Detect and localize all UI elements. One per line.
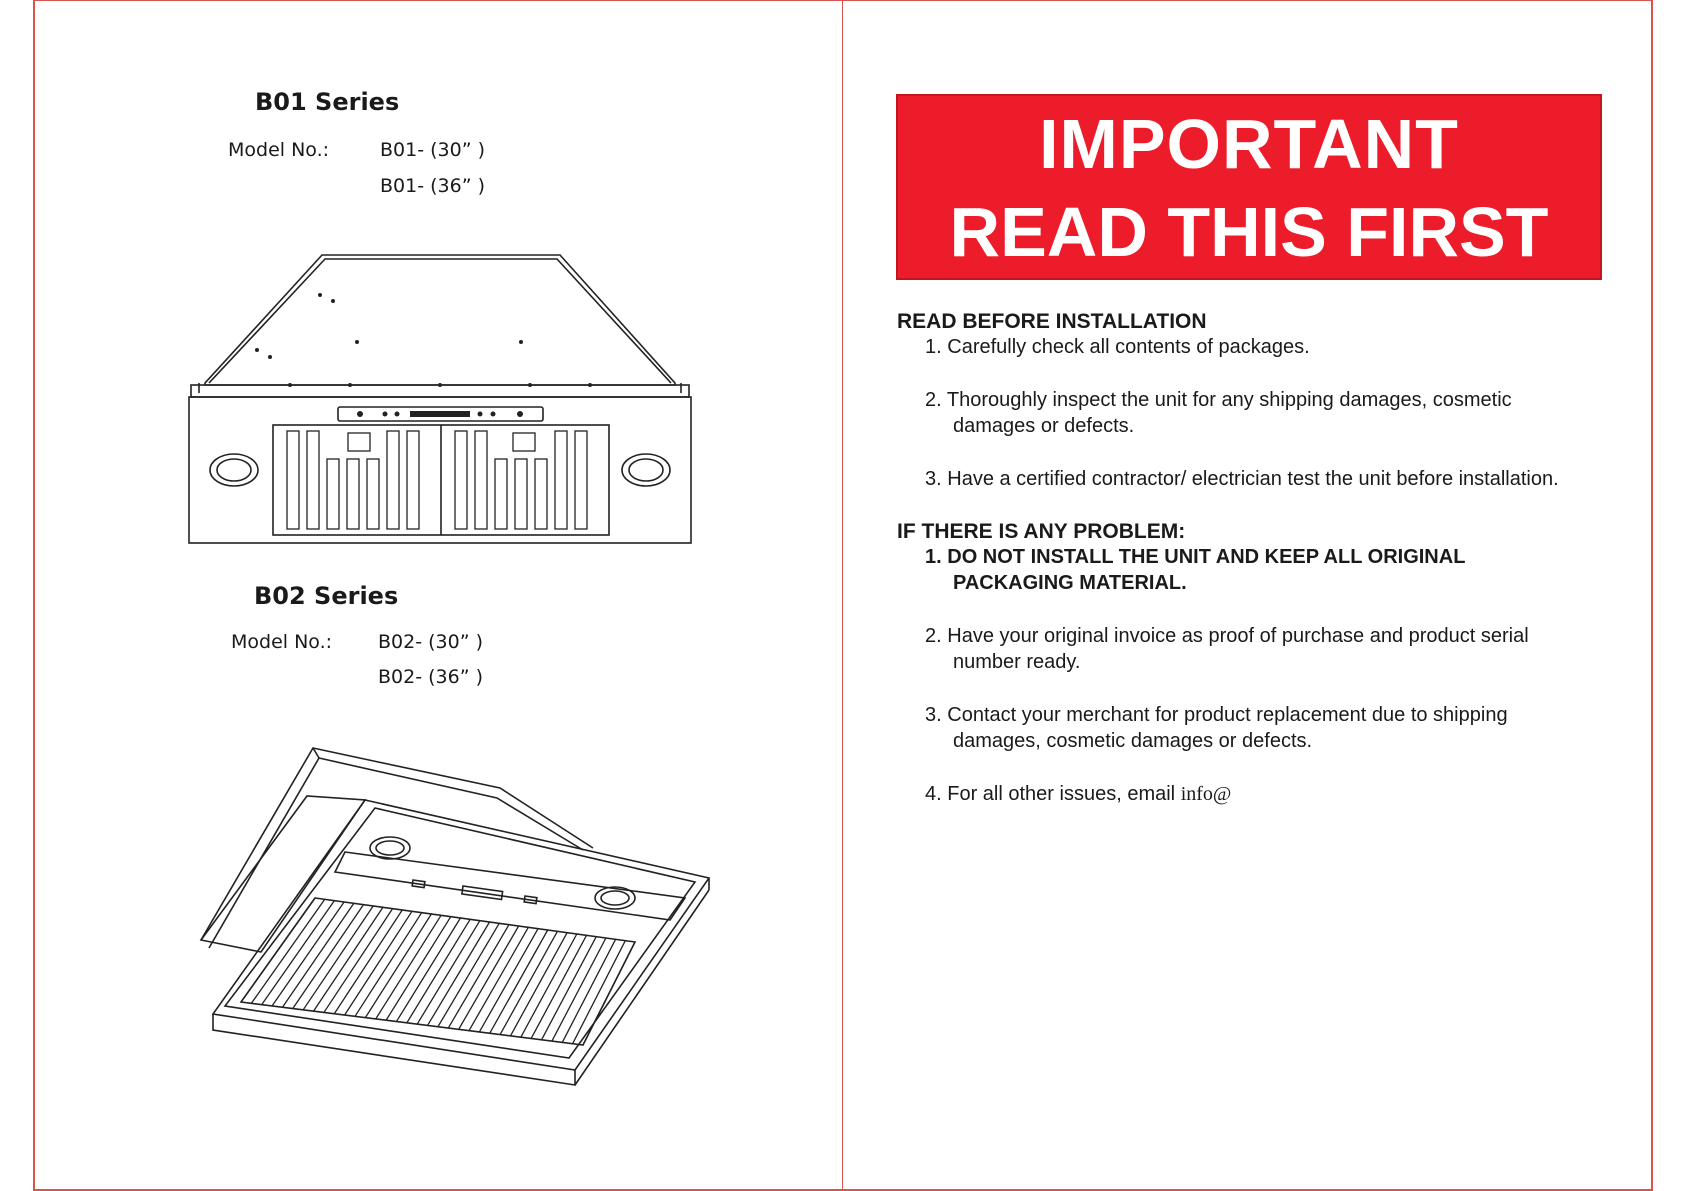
s2-item-3 bbox=[925, 702, 1508, 754]
s2-item-3-text-cont: damages, cosmetic damages or defects. bbox=[953, 730, 1313, 752]
b01-series-title: B01 Series bbox=[255, 88, 400, 116]
s1-item-1-num: 1. bbox=[925, 336, 942, 358]
s2-item-3-num: 3. bbox=[925, 704, 942, 726]
page-divider bbox=[842, 0, 843, 1191]
s2-item-4 bbox=[925, 781, 1231, 807]
s1-item-3-num: 3. bbox=[925, 468, 942, 490]
s1-item-3-text: Have a certified contractor/ electrician test the unit before installation. bbox=[947, 468, 1559, 490]
b02-model-30: B02- (30” ) bbox=[378, 631, 483, 653]
s2-item-4-text: For all other issues, email bbox=[947, 783, 1176, 805]
s2-item-3-text: Contact your merchant for product replacement due to shipping bbox=[947, 704, 1508, 726]
s2-item-1-text: DO NOT INSTALL THE UNIT AND KEEP ALL ORIGINAL bbox=[947, 546, 1466, 568]
section1-heading: READ BEFORE INSTALLATION bbox=[897, 310, 1207, 333]
b01-model-label: Model No.: bbox=[228, 139, 330, 161]
b01-model-30: B01- (30” ) bbox=[380, 139, 485, 161]
s2-item-1-text-cont: PACKAGING MATERIAL. bbox=[953, 572, 1187, 594]
s2-item-1-num: 1. bbox=[925, 546, 942, 568]
b02-hood-drawing bbox=[195, 740, 715, 1110]
s2-item-2-num: 2. bbox=[925, 625, 942, 647]
section2-heading: IF THERE IS ANY PROBLEM: bbox=[897, 520, 1186, 543]
s1-item-3 bbox=[925, 466, 1559, 492]
banner-line2: READ THIS FIRST bbox=[949, 193, 1549, 271]
s1-item-1 bbox=[925, 334, 1310, 360]
s2-item-2-text-cont: number ready. bbox=[953, 651, 1081, 673]
s1-item-1-text: Carefully check all contents of packages. bbox=[947, 336, 1310, 358]
important-banner bbox=[896, 94, 1602, 280]
s2-item-2-text: Have your original invoice as proof of purchase and product serial bbox=[947, 625, 1529, 647]
email-link[interactable]: info@ bbox=[1180, 783, 1232, 805]
b02-series-title: B02 Series bbox=[254, 582, 399, 610]
s2-item-2 bbox=[925, 623, 1529, 675]
s1-item-2-text: Thoroughly inspect the unit for any shipping damages, cosmetic bbox=[946, 389, 1512, 411]
b01-hood-drawing bbox=[185, 245, 695, 545]
s1-item-2 bbox=[925, 387, 1512, 439]
b01-model-36: B01- (36” ) bbox=[380, 175, 485, 197]
s1-item-2-text-cont: damages or defects. bbox=[953, 415, 1135, 437]
s2-item-1 bbox=[925, 544, 1465, 596]
s2-item-4-num: 4. bbox=[925, 783, 942, 805]
b02-model-label: Model No.: bbox=[231, 631, 333, 653]
b02-model-36: B02- (36” ) bbox=[378, 666, 483, 688]
s1-item-2-num: 2. bbox=[925, 389, 942, 411]
banner-line1: IMPORTANT bbox=[1039, 105, 1459, 183]
